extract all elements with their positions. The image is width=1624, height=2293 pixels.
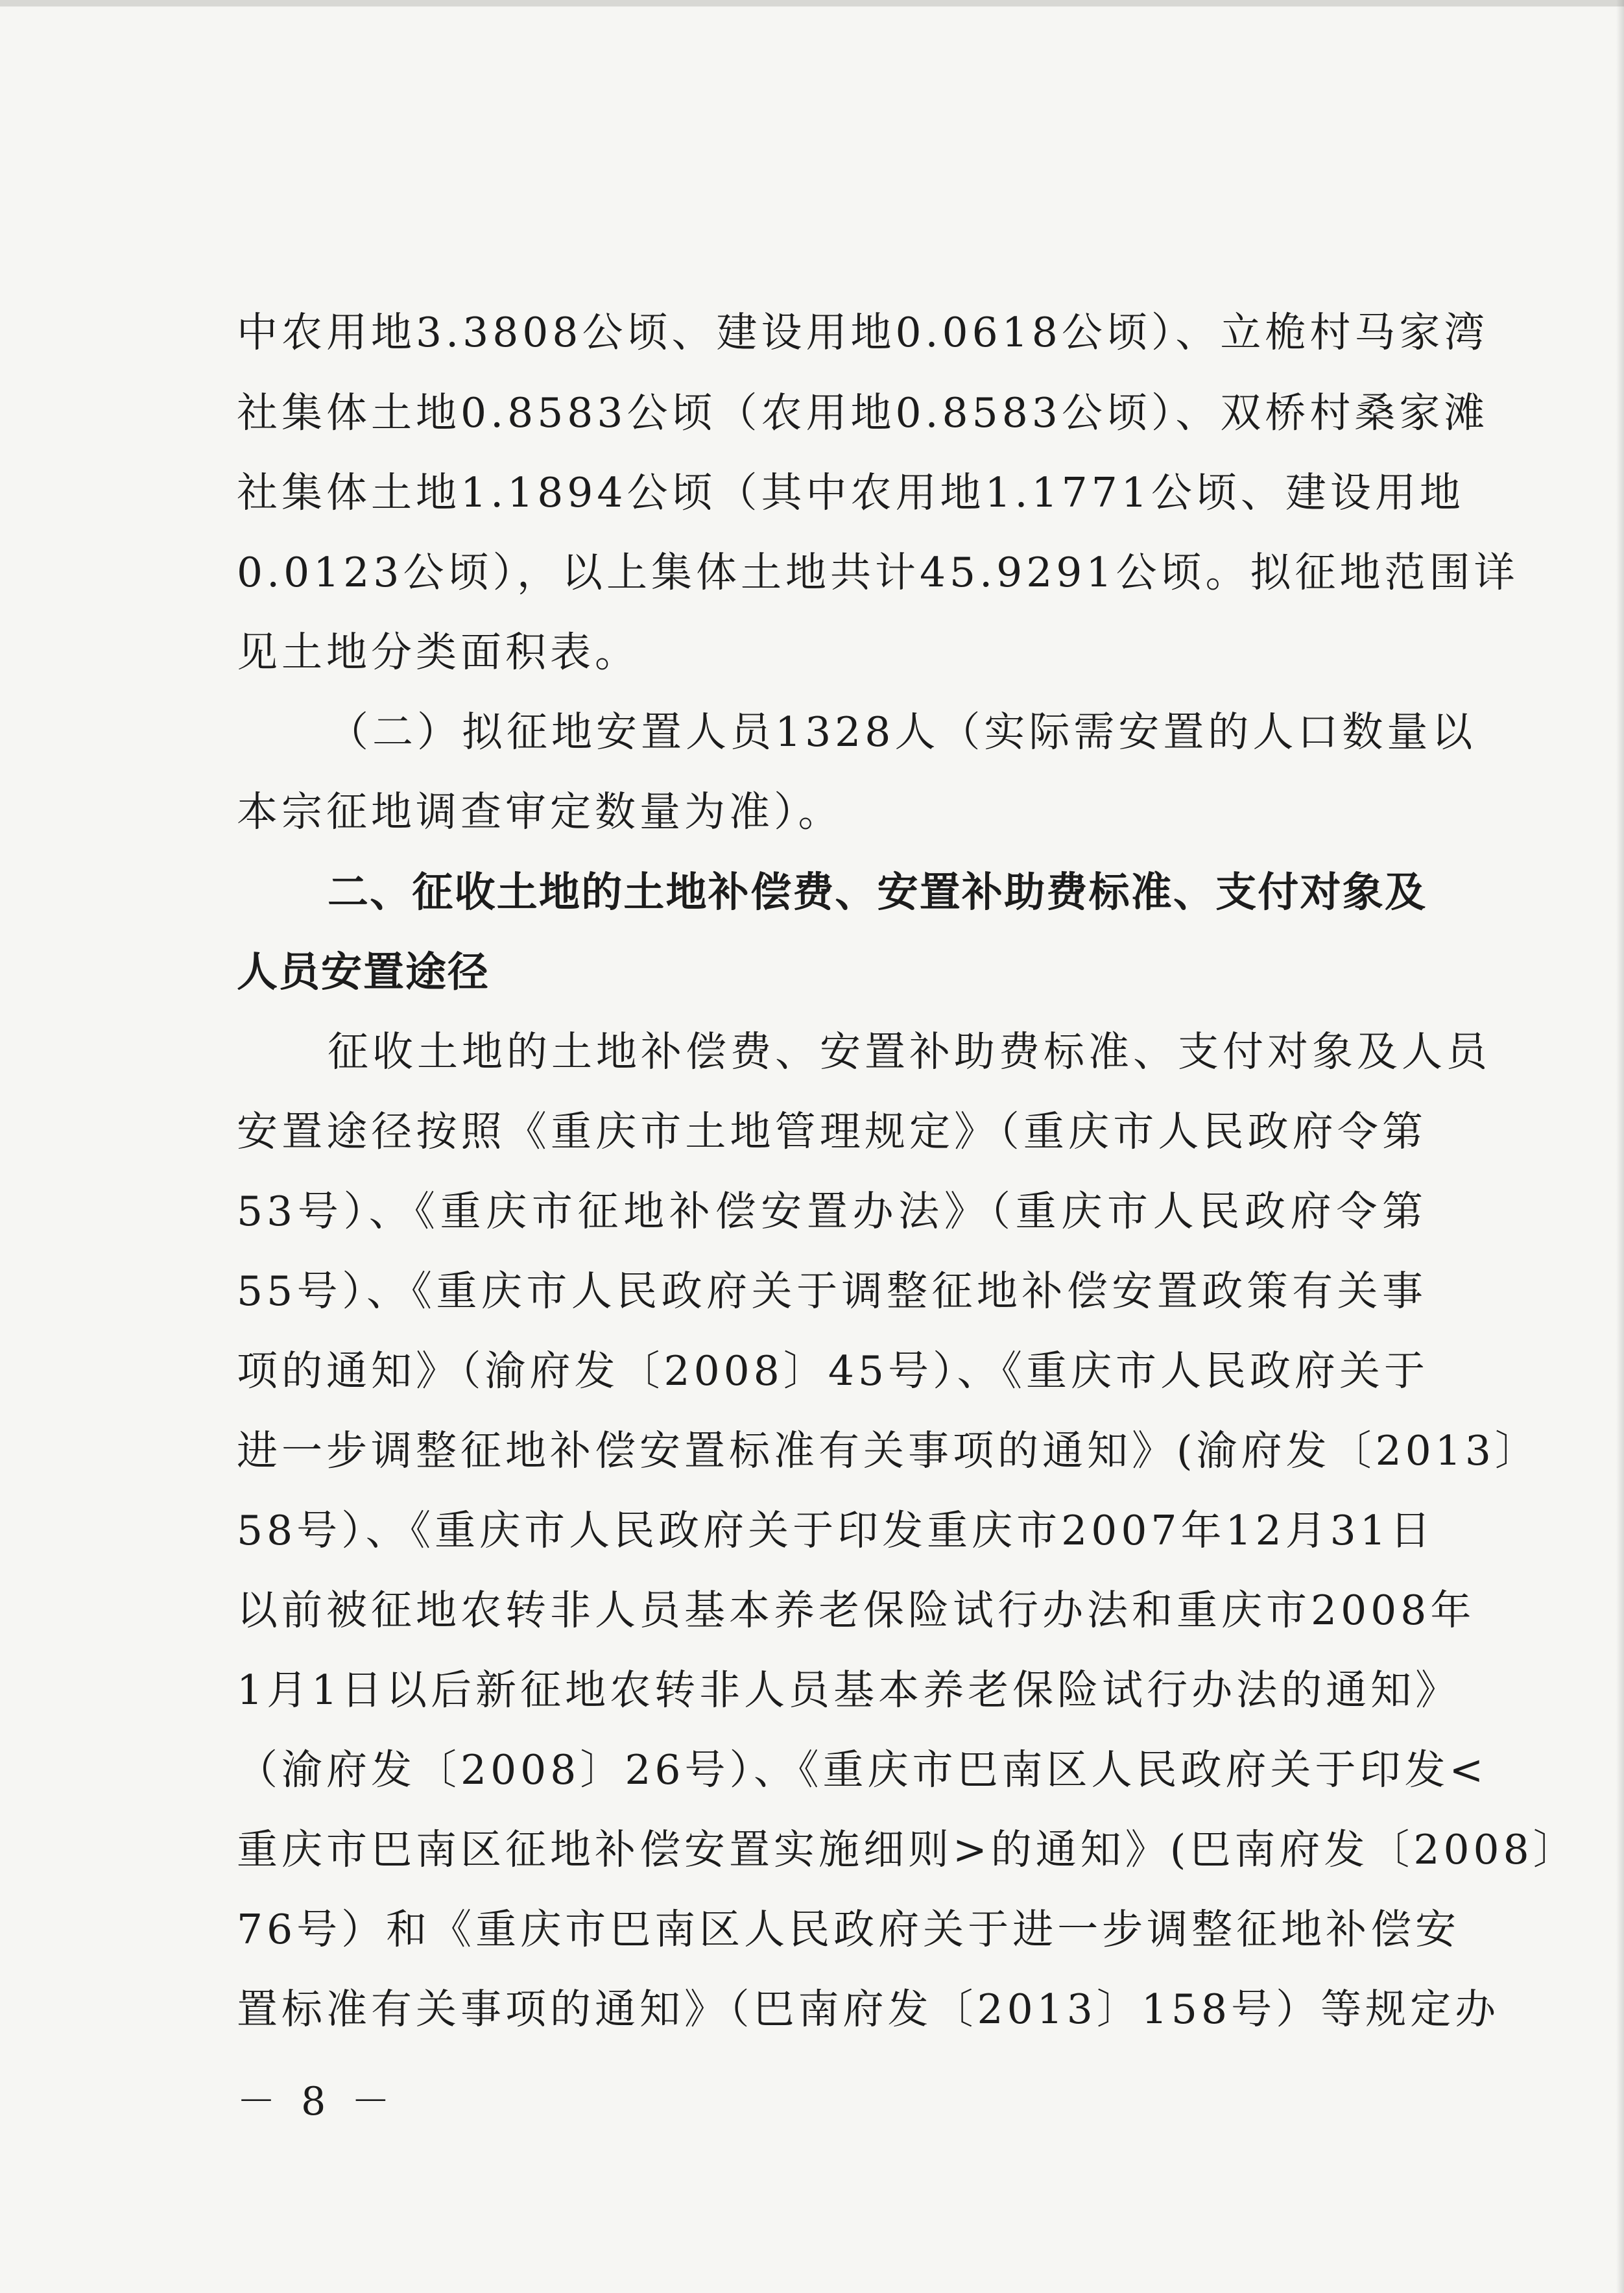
page-number: － 8 － <box>237 2079 397 2124</box>
section-heading: 人员安置途径 <box>237 948 490 996</box>
scan-right-edge <box>1616 0 1624 2293</box>
section-heading: 二、征收土地的土地补偿费、安置补助费标准、支付对象及 <box>328 869 1427 916</box>
body-line: 0.0123公顷），以上集体土地共计45.9291公顷。拟征地范围详 <box>237 549 1519 596</box>
body-line: （二）拟征地安置人员1328人（实际需安置的人口数量以 <box>328 708 1477 756</box>
body-line: 以前被征地农转非人员基本养老保险试行办法和重庆市2008年 <box>237 1587 1475 1634</box>
body-line: 项的通知》（渝府发〔2008〕45号）、《重庆市人民政府关于 <box>237 1347 1429 1395</box>
body-line: 重庆市巴南区征地补偿安置实施细则>的通知》(巴南府发〔2008〕 <box>237 1826 1578 1873</box>
body-line: 中农用地3.3808公顷、建设用地0.0618公顷）、立桅村马家湾 <box>237 309 1489 356</box>
body-line: 58号）、《重庆市人民政府关于印发重庆市2007年12月31日 <box>237 1507 1435 1554</box>
body-line: 见土地分类面积表。 <box>237 629 639 676</box>
body-line: 征收土地的土地补偿费、安置补助费标准、支付对象及人员 <box>328 1028 1491 1075</box>
body-line: （渝府发〔2008〕26号）、《重庆市巴南区人民政府关于印发< <box>237 1746 1488 1794</box>
body-line: 1月1日以后新征地农转非人员基本养老保险试行办法的通知》 <box>237 1666 1461 1714</box>
body-line: 53号）、《重庆市征地补偿安置办法》（重庆市人民政府令第 <box>237 1188 1427 1235</box>
body-line: 置标准有关事项的通知》（巴南府发〔2013〕158号）等规定办 <box>237 1986 1500 2033</box>
body-line: 社集体土地0.8583公顷（农用地0.8583公顷）、双桥村桑家滩 <box>237 389 1489 437</box>
body-line: 社集体土地1.1894公顷（其中农用地1.1771公顷、建设用地 <box>237 469 1464 516</box>
body-line: 76号）和《重庆市巴南区人民政府关于进一步调整征地补偿安 <box>237 1906 1461 1953</box>
body-line: 进一步调整征地补偿安置标准有关事项的通知》(渝府发〔2013〕 <box>237 1427 1540 1474</box>
body-line: 55号）、《重庆市人民政府关于调整征地补偿安置政策有关事 <box>237 1267 1427 1315</box>
body-line: 安置途径按照《重庆市土地管理规定》（重庆市人民政府令第 <box>237 1108 1427 1155</box>
scan-top-edge <box>0 0 1624 6</box>
body-line: 本宗征地调查审定数量为准）。 <box>237 788 843 835</box>
